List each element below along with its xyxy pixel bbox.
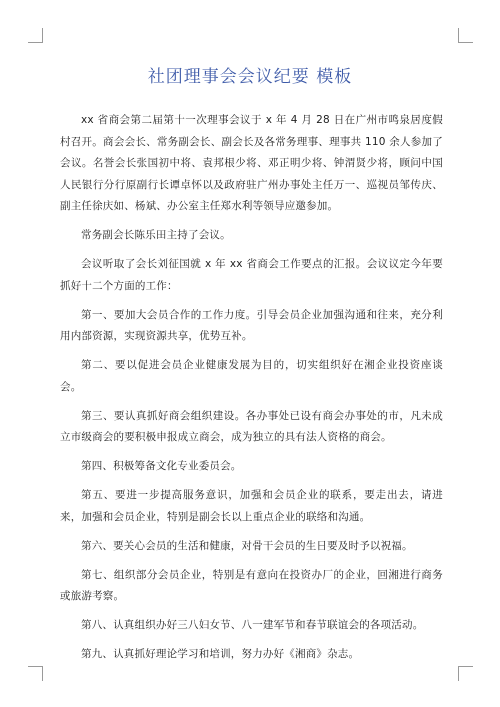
page-corner-mark-bottom-left xyxy=(28,666,43,681)
paragraph-item-3: 第三、要认真抓好商会组织建设。各办事处已设有商会办事处的市，凡未成立市级商会的要积极申报成立商会，成为独立的具有法人资格的商会。 xyxy=(60,409,443,443)
page-corner-mark-bottom-right xyxy=(458,666,473,681)
paragraph-item-9: 第九、认真抓好理论学习和培训，努力办好《湘商》杂志。 xyxy=(81,648,360,660)
page-corner-mark-top-left xyxy=(28,28,43,43)
paragraph-item-1: 第一、要加大会员合作的工作力度。引导会员企业加强沟通和往来，充分利用内部资源，实现资源共享，优势互补。 xyxy=(60,308,443,342)
paragraph-item-8: 第八、认真组织办好三八妇女节、八一建军节和春节联谊会的各项活动。 xyxy=(81,619,424,631)
paragraph-meeting-overview: xx 省商会第二届第十一次理事会议于 x 年 4 月 28 日在广州市鸣泉居度假村召开。商会会长、常务副会长、副会长及各常务理事、理事共 110 余人参加了会议。名誉会长张国初中将、袁邦根少将、邓正明少将、钟渭贤少将，顾问中国人民银行分行原副行长谭卓怀以及政府驻广州办事处主任万一、巡视员邹传庆、副主任徐庆如、杨斌、办公室主任郑水利等领导应邀参加。 xyxy=(60,114,443,212)
document-title: 社团理事会会议纪要 模板 xyxy=(147,67,353,87)
document-body xyxy=(60,110,443,673)
paragraph-item-7: 第七、组织部分会员企业，特别是有意向在投资办厂的企业，回湘进行商务或旅游考察。 xyxy=(60,568,443,602)
paragraph-item-5: 第五、要进一步提高服务意识，加强和会员企业的联系，要走出去，请进来，加强和会员企业，特别是副会长以上重点企业的联络和沟通。 xyxy=(60,489,443,523)
paragraph-report: 会议听取了会长刘征国就 x 年 xx 省商会工作要点的汇报。会议议定今年要抓好十二个方面的工作： xyxy=(60,258,443,292)
paragraph-chair: 常务副会长陈乐田主持了会议。 xyxy=(81,229,231,241)
paragraph-item-2: 第二、要以促进会员企业健康发展为目的，切实组织好在湘企业投资座谈会。 xyxy=(60,359,443,393)
paragraph-item-6: 第六、要关心会员的生活和健康，对骨干会员的生日要及时予以祝福。 xyxy=(81,539,413,552)
paragraph-item-4: 第四、积极筹备文化专业委员会。 xyxy=(81,460,242,472)
page-corner-mark-top-right xyxy=(458,28,473,43)
